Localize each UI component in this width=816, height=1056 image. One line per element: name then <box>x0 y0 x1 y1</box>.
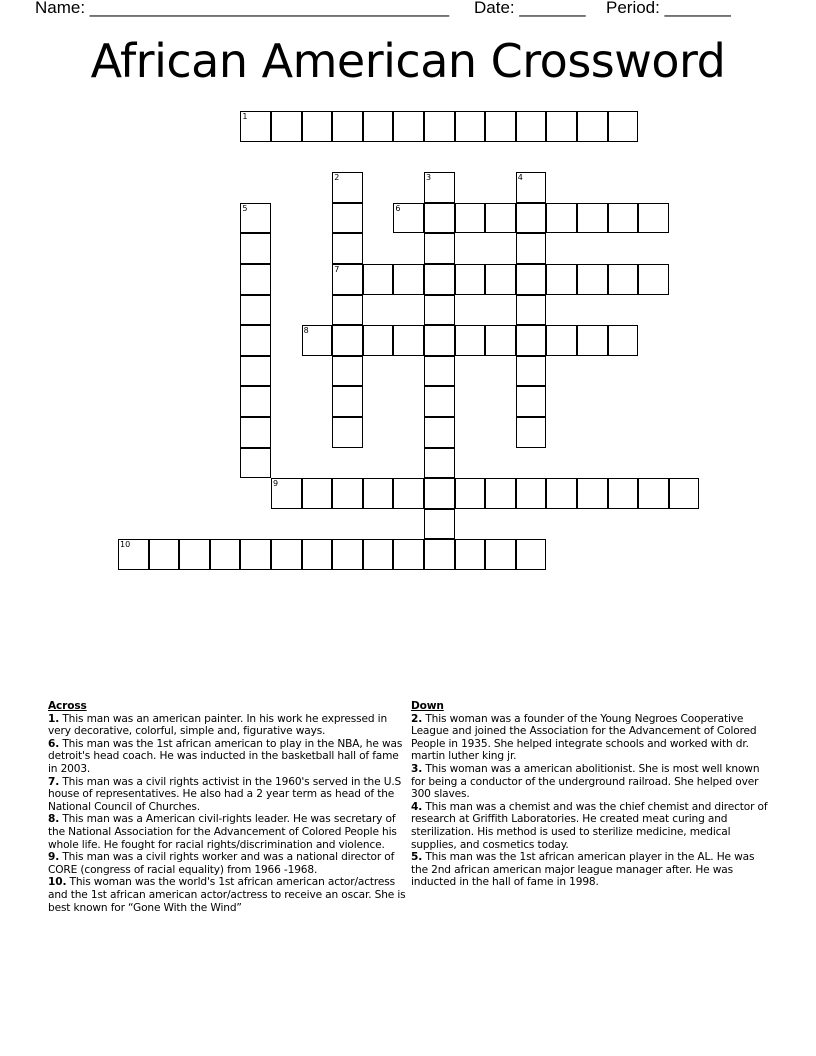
grid-cell[interactable] <box>546 111 577 142</box>
grid-cell[interactable] <box>485 203 516 234</box>
grid-cell[interactable] <box>271 111 302 142</box>
grid-cell[interactable] <box>210 539 241 570</box>
grid-cell[interactable] <box>302 325 333 356</box>
grid-cell[interactable] <box>332 539 363 570</box>
grid-cell[interactable] <box>332 111 363 142</box>
grid-cell[interactable] <box>424 386 455 417</box>
period-field[interactable]: Period: _______ <box>606 0 731 17</box>
grid-cell[interactable] <box>332 172 363 203</box>
grid-cell[interactable] <box>302 111 333 142</box>
grid-cell[interactable] <box>577 325 608 356</box>
across-clue <box>48 713 410 738</box>
down-clue <box>411 851 773 889</box>
grid-cell[interactable] <box>424 203 455 234</box>
grid-cell[interactable] <box>516 111 547 142</box>
clue-number: 8. <box>48 813 60 826</box>
across-clue <box>48 813 410 851</box>
grid-cell[interactable] <box>516 295 547 326</box>
grid-cell[interactable] <box>577 111 608 142</box>
grid-cell[interactable] <box>669 478 700 509</box>
grid-cell[interactable] <box>393 325 424 356</box>
grid-cell[interactable] <box>455 478 486 509</box>
clue-number: 7. <box>48 775 60 788</box>
grid-cell[interactable] <box>516 233 547 264</box>
grid-cell[interactable] <box>149 539 180 570</box>
grid-cell[interactable] <box>332 417 363 448</box>
grid-cell[interactable] <box>577 264 608 295</box>
grid-cell[interactable] <box>424 172 455 203</box>
grid-cell[interactable] <box>608 478 639 509</box>
grid-cell[interactable] <box>363 264 394 295</box>
clue-number-label: 3 <box>426 173 432 183</box>
grid-cell[interactable] <box>424 509 455 540</box>
grid-cell[interactable] <box>302 539 333 570</box>
grid-cell[interactable] <box>424 539 455 570</box>
clue-number-label: 4 <box>517 173 523 183</box>
clue-text: This man was a American civil-rights leader. He was secretary of the National Association for the Advancement of Colored People his whole life. He fought for racial rights/discrimination and violence. <box>48 813 397 851</box>
clue-text: This man was an american painter. In his work he expressed in very decorative, colorful, simple and, figurative ways. <box>48 712 388 738</box>
grid-cell[interactable] <box>485 264 516 295</box>
grid-cell[interactable] <box>240 417 271 448</box>
grid-cell[interactable] <box>332 386 363 417</box>
grid-cell[interactable] <box>638 203 669 234</box>
grid-cell[interactable] <box>240 448 271 479</box>
grid-cell[interactable] <box>240 386 271 417</box>
clue-number-label: 2 <box>334 173 340 183</box>
grid-cell[interactable] <box>485 478 516 509</box>
grid-cell[interactable] <box>638 478 669 509</box>
clue-number: 9. <box>48 851 60 864</box>
grid-cell[interactable] <box>608 203 639 234</box>
grid-cell[interactable] <box>240 111 271 142</box>
down-clue <box>411 713 773 763</box>
down-clue <box>411 763 773 801</box>
down-heading: Down <box>411 700 444 712</box>
clue-text: This man was a civil rights activist in the 1960's served in the U.S house of representatives. He also had a 2 year term as head of the National Council of Churches. <box>48 775 402 813</box>
grid-cell[interactable] <box>424 111 455 142</box>
clue-number: 3. <box>411 762 423 775</box>
grid-cell[interactable] <box>516 356 547 387</box>
grid-cell[interactable] <box>516 539 547 570</box>
grid-cell[interactable] <box>240 325 271 356</box>
across-heading: Across <box>48 700 87 712</box>
grid-cell[interactable] <box>608 325 639 356</box>
clue-number-label: 9 <box>273 479 279 489</box>
clue-number: 6. <box>48 737 60 750</box>
grid-cell[interactable] <box>424 295 455 326</box>
clue-number: 10. <box>48 876 67 889</box>
clue-number: 4. <box>411 800 423 813</box>
grid-cell[interactable] <box>516 172 547 203</box>
grid-cell[interactable] <box>516 417 547 448</box>
grid-cell[interactable] <box>302 478 333 509</box>
grid-cell[interactable] <box>332 233 363 264</box>
grid-cell[interactable] <box>516 478 547 509</box>
clue-text: This man was the 1st african american to play in the NBA, he was detroit's head coach. He was inducted in the basketball hall of fame in 2003. <box>48 737 403 775</box>
grid-cell[interactable] <box>455 203 486 234</box>
grid-cell[interactable] <box>424 233 455 264</box>
grid-cell[interactable] <box>240 203 271 234</box>
date-field[interactable]: Date: _______ <box>474 0 586 17</box>
grid-cell[interactable] <box>271 539 302 570</box>
grid-cell[interactable] <box>363 478 394 509</box>
grid-cell[interactable] <box>516 203 547 234</box>
grid-cell[interactable] <box>393 539 424 570</box>
grid-cell[interactable] <box>332 264 363 295</box>
page-title: African American Crossword <box>90 34 726 88</box>
grid-cell[interactable] <box>424 264 455 295</box>
grid-cell[interactable] <box>240 539 271 570</box>
grid-cell[interactable] <box>577 203 608 234</box>
grid-cell[interactable] <box>424 417 455 448</box>
clue-number-label: 8 <box>303 326 309 336</box>
grid-cell[interactable] <box>546 325 577 356</box>
clue-number-label: 5 <box>242 203 248 213</box>
across-clue <box>48 876 410 914</box>
grid-cell[interactable] <box>516 264 547 295</box>
across-clue <box>48 776 410 814</box>
grid-cell[interactable] <box>455 111 486 142</box>
down-clues <box>411 700 773 889</box>
grid-cell[interactable] <box>485 111 516 142</box>
clue-text: This man was a chemist and was the chief chemist and director of research at Griffith Laboratories. He created meat curing and sterilization. His method is used to sterilize medicine, medical supplies, and cosmetics today. <box>411 800 768 851</box>
name-field[interactable]: Name: ______________________________________ <box>35 0 450 17</box>
grid-cell[interactable] <box>332 203 363 234</box>
clue-text: This man was the 1st african american player in the AL. He was the 2nd african american major league manager after. He was inducted in the hall of fame in 1998. <box>411 851 755 889</box>
across-clue <box>48 738 410 776</box>
clue-text: This woman was a founder of the Young Negroes Cooperative League and joined the Association for the Advancement of Colored People in 1935. She helped integrate schools and worked with dr. martin luther king jr. <box>411 712 757 763</box>
grid-cell[interactable] <box>332 478 363 509</box>
grid-cell[interactable] <box>577 478 608 509</box>
grid-cell[interactable] <box>332 325 363 356</box>
grid-cell[interactable] <box>546 478 577 509</box>
grid-cell[interactable] <box>393 111 424 142</box>
grid-cell[interactable] <box>424 478 455 509</box>
clue-number: 5. <box>411 851 423 864</box>
grid-cell[interactable] <box>363 539 394 570</box>
clue-number-label: 6 <box>395 203 401 213</box>
across-clue <box>48 851 410 876</box>
down-clue <box>411 801 773 851</box>
grid-cell[interactable] <box>240 264 271 295</box>
clue-number: 1. <box>48 712 60 725</box>
grid-cell[interactable] <box>240 295 271 326</box>
grid-cell[interactable] <box>271 478 302 509</box>
clue-text: This man was a civil rights worker and was a national director of CORE (congress of racial equality) from 1966 -1968. <box>48 851 395 876</box>
grid-cell[interactable] <box>332 356 363 387</box>
clue-text: This woman was the world's 1st african american actor/actress and the 1st african american actor/actress to receive an oscar. She is best known for “Gone With the Wind” <box>48 876 406 914</box>
grid-cell[interactable] <box>455 325 486 356</box>
across-clues <box>48 700 410 914</box>
grid-cell[interactable] <box>240 356 271 387</box>
grid-cell[interactable] <box>179 539 210 570</box>
grid-cell[interactable] <box>393 264 424 295</box>
grid-cell[interactable] <box>455 264 486 295</box>
grid-cell[interactable] <box>393 478 424 509</box>
clue-number-label: 7 <box>334 265 340 274</box>
grid-cell[interactable] <box>240 233 271 264</box>
grid-cell[interactable] <box>485 539 516 570</box>
clue-number-label: 10 <box>120 540 131 550</box>
grid-cell[interactable] <box>363 325 394 356</box>
grid-cell[interactable] <box>393 203 424 234</box>
grid-cell[interactable] <box>332 295 363 326</box>
grid-cell[interactable] <box>516 325 547 356</box>
clue-text: This woman was a american abolitionist. She is most well known for being a conductor of the underground railroad. She helped over 300 slaves. <box>411 762 760 801</box>
grid-cell[interactable] <box>455 539 486 570</box>
grid-cell[interactable] <box>424 356 455 387</box>
grid-cell[interactable] <box>608 264 639 295</box>
grid-cell[interactable] <box>118 539 149 570</box>
grid-cell[interactable] <box>363 111 394 142</box>
grid-cell[interactable] <box>638 264 669 295</box>
clue-number: 2. <box>411 712 423 725</box>
grid-cell[interactable] <box>424 448 455 479</box>
grid-cell[interactable] <box>516 386 547 417</box>
grid-cell[interactable] <box>424 325 455 356</box>
grid-cell[interactable] <box>485 325 516 356</box>
grid-cell[interactable] <box>546 203 577 234</box>
grid-cell[interactable] <box>546 264 577 295</box>
grid-cell[interactable] <box>608 111 639 142</box>
clue-number-label: 1 <box>242 112 248 121</box>
